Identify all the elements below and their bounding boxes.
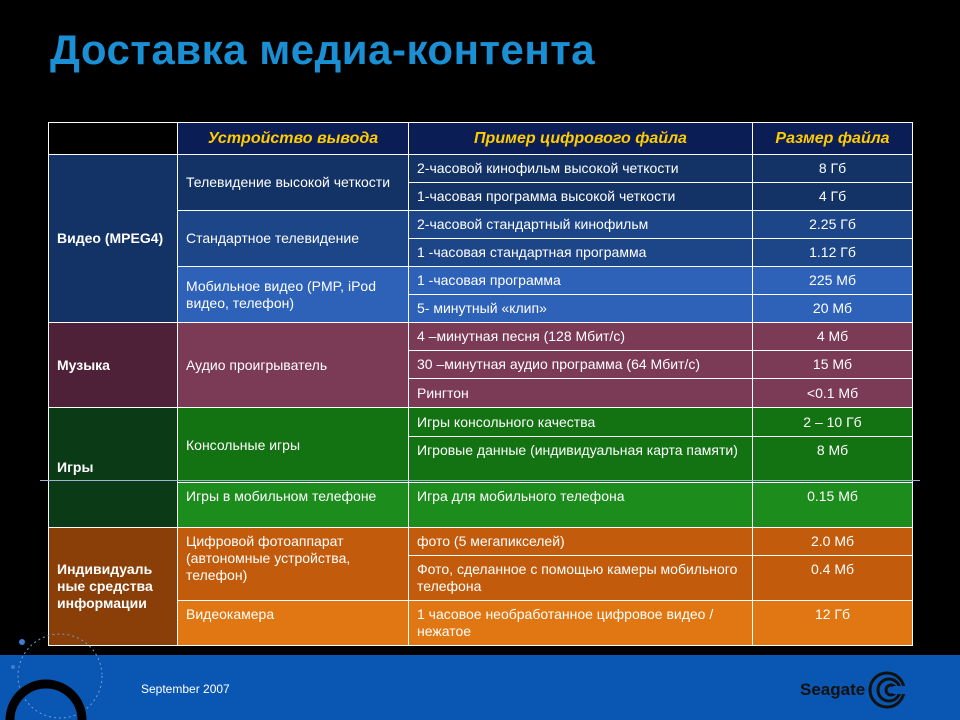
device-hdtv: Телевидение высокой четкости [178, 155, 409, 211]
example-cell: 1 часовое необработанное цифровое видео / нежатое [409, 601, 753, 646]
divider-line [40, 480, 920, 481]
decorative-circles-icon [0, 628, 130, 720]
table-row [49, 601, 913, 646]
example-cell: 1 -часовая программа [409, 267, 753, 295]
device-audio-player: Аудио проигрыватель [178, 323, 409, 408]
example-cell: 4 –минутная песня (128 Мбит/с) [409, 323, 753, 351]
size-cell: 0.15 Мб [753, 483, 913, 528]
size-cell: 4 Гб [753, 183, 913, 211]
table-row [49, 408, 913, 437]
size-cell: 2.25 Гб [753, 211, 913, 239]
example-cell: 30 –минутная аудио программа (64 Мбит/с) [409, 351, 753, 379]
page-title: Доставка медиа-контента [50, 26, 596, 73]
size-cell: 2.0 Мб [753, 528, 913, 556]
logo-text: Seagate [800, 680, 866, 699]
example-cell: Игра для мобильного телефона [409, 483, 753, 528]
size-cell: 8 Мб [753, 437, 913, 483]
size-cell: 1.12 Гб [753, 239, 913, 267]
size-cell: 15 Мб [753, 351, 913, 379]
example-cell: 5- минутный «клип» [409, 295, 753, 323]
table-row [49, 267, 913, 295]
header-device: Устройство вывода [178, 123, 409, 155]
header-example: Пример цифрового файла [409, 123, 753, 155]
size-cell: 2 – 10 Гб [753, 408, 913, 437]
example-cell: 2-часовой стандартный кинофильм [409, 211, 753, 239]
table-row [49, 483, 913, 528]
table-row [49, 528, 913, 556]
example-cell: 2-часовой кинофильм высокой четкости [409, 155, 753, 183]
example-cell: 1-часовая программа высокой четкости [409, 183, 753, 211]
seagate-logo [800, 670, 907, 710]
size-cell: 12 Гб [753, 601, 913, 646]
category-music: Музыка [49, 323, 178, 408]
device-mobile-games: Игры в мобильном телефоне [178, 483, 409, 528]
size-cell: 8 Гб [753, 155, 913, 183]
example-cell: Рингтон [409, 379, 753, 408]
device-console-games: Консольные игры [178, 408, 409, 483]
device-camera: Цифровой фотоаппарат (автономные устройства, телефон) [178, 528, 409, 601]
category-video: Видео (MPEG4) [49, 155, 178, 323]
device-mobile-video: Мобильное видео (PMP, iPod видео, телефон) [178, 267, 409, 323]
size-cell: 4 Мб [753, 323, 913, 351]
size-cell: 225 Мб [753, 267, 913, 295]
seagate-swirl-icon [867, 670, 907, 710]
header-row [49, 123, 913, 155]
header-corner [49, 123, 178, 155]
example-cell: Игровые данные (индивидуальная карта памяти) [409, 437, 753, 483]
category-games: Игры [49, 408, 178, 528]
example-cell: фото (5 мегапикселей) [409, 528, 753, 556]
table-row [49, 155, 913, 183]
table-row [49, 323, 913, 351]
example-cell: Фото, сделанное с помощью камеры мобильного телефона [409, 556, 753, 601]
category-personal: Индивидуаль ные средства информации [49, 528, 178, 646]
table-row [49, 211, 913, 239]
size-cell: 0.4 Мб [753, 556, 913, 601]
device-standard-tv: Стандартное телевидение [178, 211, 409, 267]
example-cell: Игры консольного качества [409, 408, 753, 437]
size-cell: 20 Мб [753, 295, 913, 323]
header-size: Размер файла [753, 123, 913, 155]
example-cell: 1 -часовая стандартная программа [409, 239, 753, 267]
device-camcorder: Видеокамера [178, 601, 409, 646]
footer-date: September 2007 [141, 682, 230, 696]
size-cell: <0.1 Мб [753, 379, 913, 408]
media-table [48, 122, 913, 646]
